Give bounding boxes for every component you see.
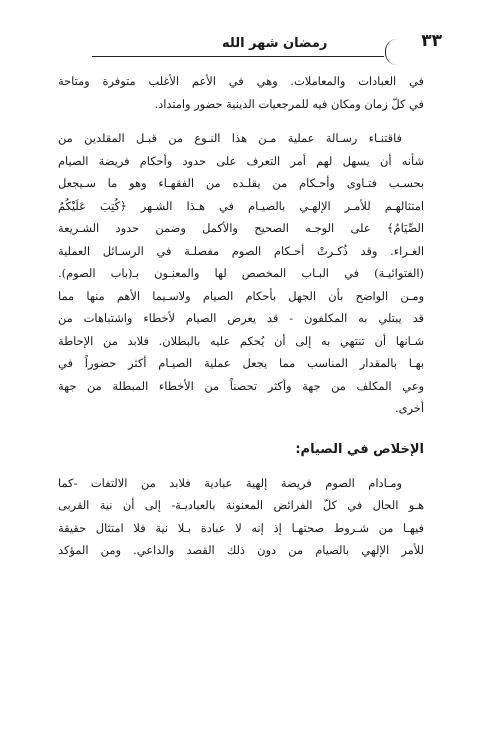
text-line: الصِّيَامُ﴾ على الوجـه الصحيح والأكمل وضمن حدود الشـريعة: [58, 221, 424, 235]
text-line: في العبادات والمعاملات. وهي في الأعم الأغلب متوفرة ومتاحة: [58, 74, 424, 88]
text-line: هـو الحال في كلّ الفرائض المعنونة بالعباديـة- إلى أن نية القربى: [58, 498, 424, 512]
text-line: للأمر الإلهي بالصيام من دون ذلك القصد والداعي. ومن المؤكد: [58, 543, 424, 557]
text-line: امتثالهـم للأمـر الإلهـي بالصيـام في هـذا الشـهر ﴿كُتِبَ عَلَيْكُمُ: [58, 198, 424, 213]
page-body: [58, 70, 424, 562]
text-line: شـانها أن تنتهي به إلى أن يُحكم عليه بالبطلان. فلابد من الإحاطة: [58, 333, 424, 348]
text-line: فاقتنـاء رسـالة عملية مـن هذا النـوع من قبـل المقلدين من: [58, 131, 402, 145]
page-number-bracket: [385, 39, 398, 65]
paragraph-1: [58, 70, 424, 115]
text-line: شأنه أن يسهل لهم أمر التعرف على حدود وأحكام فريضة الصيام: [58, 153, 424, 168]
text-line: الغـراء. وقد ذُكـرتْ أحـكام الصوم مفصلـة في الرسـائل العملية: [58, 243, 424, 258]
text-line: ومـن الواضح بأن الجهل بأحكام الصيام ولاسـيما الأهم منها مما: [58, 288, 424, 303]
paragraph-3: [58, 472, 424, 562]
paragraph-2: [58, 127, 424, 420]
text-line: قد يبتلي به المكلفون - قد يعرض الصيام لأخطاء واشتباهات من: [58, 311, 424, 325]
text-line: بحسـب فتـاوى وأحـكام من يقلـده من الفقهـاء وهو ما سـيجعل: [58, 176, 424, 190]
section-heading: الإخلاص في الصيام:: [295, 441, 424, 457]
text-line: أخرى.: [394, 401, 424, 415]
text-line: بهـا بالمقدار المناسب مما يجعل عملية الصيـام أكثر حضوراً في: [58, 356, 424, 370]
running-header: [92, 28, 442, 58]
header-title: رمضان شهر الله: [222, 36, 328, 51]
text-line: ومـادام الصوم فريضة إلهية عبادية فلابد من الالتفات -كما: [58, 475, 402, 490]
text-line: (الفتوائيـة) في البـاب المخصص لها والمعنـون بـ(باب الصوم).: [58, 266, 424, 280]
text-line: في كلّ زمان ومكان فيه للمرجعيات الدينية حضور وامتداد.: [154, 96, 424, 111]
text-line: وعي المكلف من جهة وأكثر تحصناً من الأخطاء المبطلة من جهة: [58, 378, 424, 393]
header-rule: [92, 56, 384, 57]
page-number: ٣٣: [421, 31, 442, 51]
text-line: فيهـا من شـروط صحتهـا إذ إنه لا عبادة بـلا نية فلا امتثال حقيقة: [58, 520, 424, 535]
